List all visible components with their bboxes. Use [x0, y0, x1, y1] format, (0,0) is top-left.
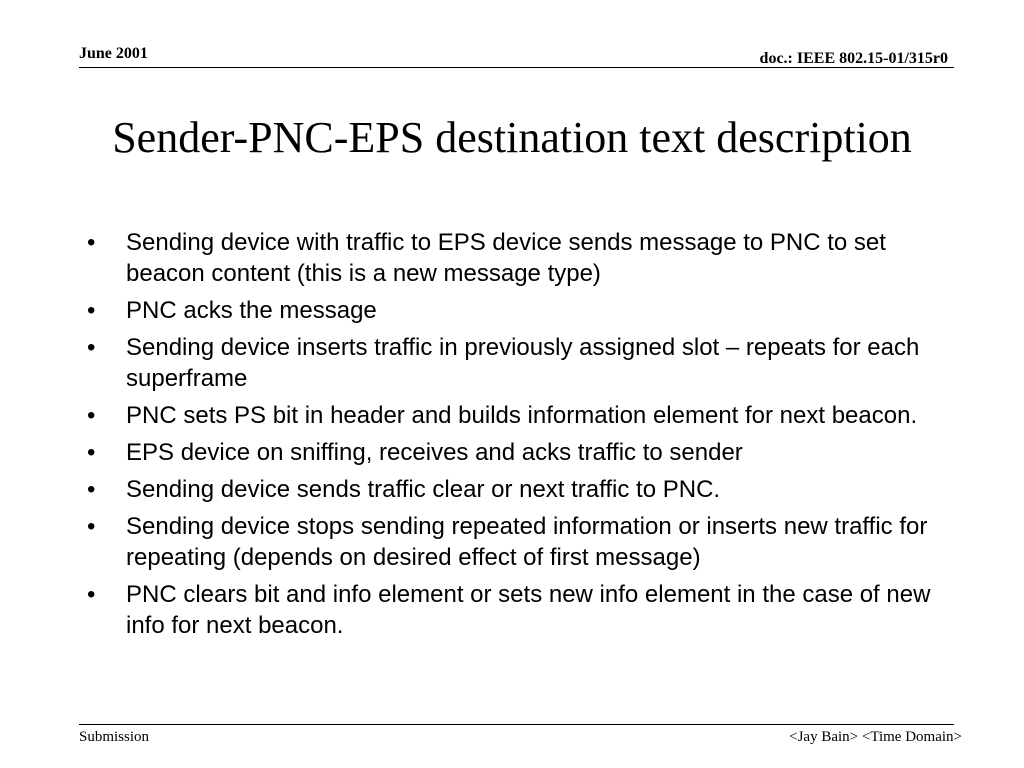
bullet-marker: •	[87, 334, 96, 361]
bullet-item	[84, 474, 944, 505]
bullet-marker: •	[87, 402, 96, 429]
footer-submission: Submission	[79, 729, 150, 745]
bullet-item	[84, 227, 944, 289]
bullet-marker: •	[87, 229, 96, 256]
bullet-text: PNC acks the message	[126, 297, 377, 324]
bullet-marker: •	[87, 476, 96, 503]
bullet-item	[84, 400, 944, 431]
bullet-marker: •	[87, 513, 96, 540]
footer-author: <Jay Bain> <Time Domain>	[789, 729, 962, 745]
slide-title: Sender-PNC-EPS destination text description	[112, 113, 912, 162]
bullet-item	[84, 511, 944, 573]
bullet-marker: •	[87, 581, 96, 608]
bullet-text: Sending device sends traffic clear or next traffic to PNC.	[126, 476, 721, 503]
bullet-list	[84, 227, 944, 647]
bullet-text: EPS device on sniffing, receives and acks traffic to sender	[126, 439, 743, 466]
bullet-item	[84, 332, 944, 394]
header-doc-id: doc.: IEEE 802.15-01/315r0	[759, 50, 948, 67]
header-date: June 2001	[79, 45, 148, 62]
bullet-text: PNC clears bit and info element or sets new info element in the case of new info for next beacon.	[126, 581, 931, 639]
bullet-marker: •	[87, 439, 96, 466]
bullet-text: PNC sets PS bit in header and builds information element for next beacon.	[126, 402, 918, 429]
bullet-marker: •	[87, 297, 96, 324]
header-divider	[79, 67, 954, 68]
bullet-text: Sending device stops sending repeated information or inserts new traffic for repeating (depends on desired effect of first message)	[126, 513, 928, 571]
bullet-text: Sending device with traffic to EPS device sends message to PNC to set beacon content (this is a new message type)	[126, 229, 886, 287]
bullet-item	[84, 437, 944, 468]
bullet-text: Sending device inserts traffic in previously assigned slot – repeats for each superframe	[126, 334, 920, 392]
footer-divider	[79, 724, 954, 725]
bullet-item	[84, 295, 944, 326]
bullet-item	[84, 579, 944, 641]
